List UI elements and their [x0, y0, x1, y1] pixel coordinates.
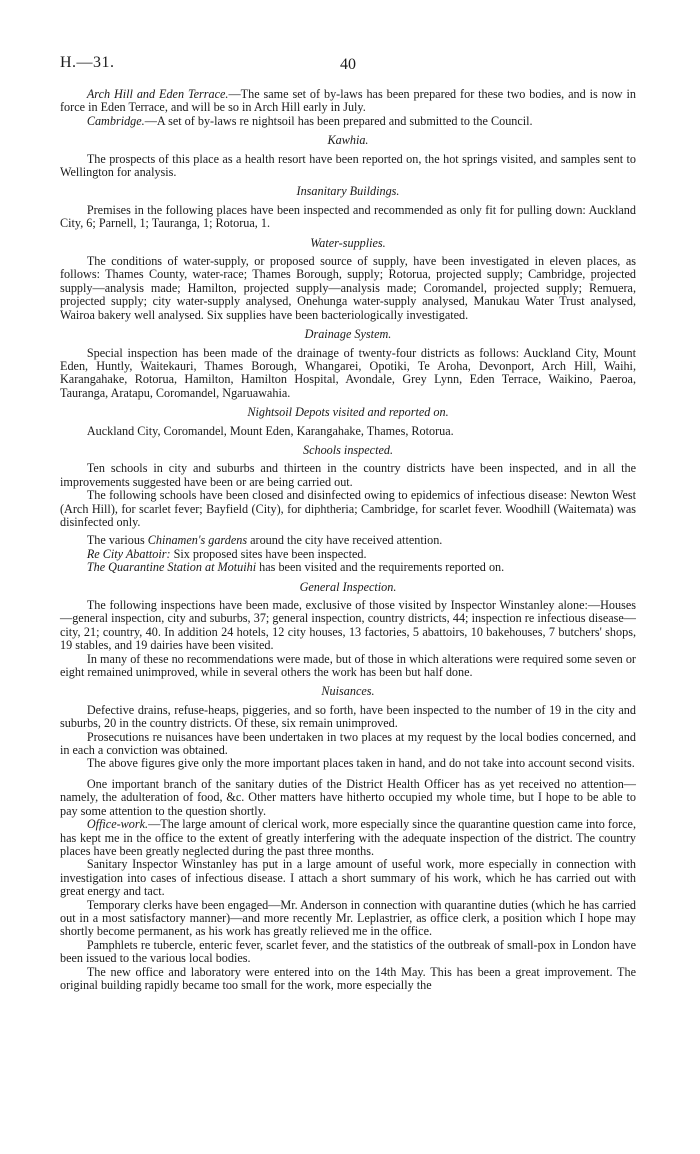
paragraph	[60, 88, 636, 115]
paragraph-lead-label: Arch Hill and Eden Terrace.	[86, 87, 229, 101]
section-heading: Nuisances.	[321, 684, 375, 699]
section-heading: Nightsoil Depots visited and reported on.	[247, 405, 449, 420]
section-heading: General Inspection.	[299, 579, 397, 594]
paragraph: The following inspections have been made, exclusive of those visited by Inspector Winstanley alone:—Houses—general inspection, city and suburbs, 37; general inspection, country districts, 44; inspection re infectious disease—city, 21; country, 40. In addition 24 hotels, 12 city houses, 13 factories, 5 abattoirs, 10 bakehouses, 7 butchers' shops, 19 stables, and 19 dairies have been visited.	[60, 598, 636, 653]
paragraph-text: —A set of by-laws re nightsoil has been prepared and submitted to the Council.	[144, 113, 533, 128]
paragraph: Ten schools in city and suburbs and thirteen in the country districts have been inspected, and in all the improvements suggested have been or are being carried out.	[60, 461, 636, 489]
paragraph-text: —The same set of by-laws has been prepared for these two bodies, and is now in force in Eden Terrace, and will be so in Arch Hill early in July.	[60, 87, 636, 115]
document-reference: H.—31.	[60, 54, 115, 71]
paragraph-lead-label: Cambridge.	[86, 113, 145, 128]
paragraph: Pamphlets re tubercle, enteric fever, scarlet fever, and the statistics of the outbreak of small-pox in London have been issued to the various local bodies.	[60, 937, 636, 966]
paragraph-lead-label: Office-work.	[86, 817, 149, 832]
paragraph-text: Six proposed sites have been inspected.	[170, 546, 367, 561]
paragraph: Temporary clerks have been engaged—Mr. Anderson in connection with quarantine duties (which he has carried out in a most satisfactory manner)—and more recently Mr. Leplastrier, as office clerk, a position which I hope may shortly become permanent, as his work has greatly relieved me in the office.	[60, 897, 636, 939]
paragraph: Auckland City, Coromandel, Mount Eden, Karangahake, Thames, Rotorua.	[86, 423, 454, 438]
section-heading: Schools inspected.	[302, 442, 394, 457]
paragraph: Sanitary Inspector Winstanley has put in a large amount of useful work, more especially in connection with investigation into cases of infectious disease. I attach a short summary of his work, which he has carried out with great energy and tact.	[60, 857, 636, 899]
paragraph: The conditions of water-supply, or proposed source of supply, have been investigated in eleven places, as follows: Thames County, water-race; Thames Borough, supply; Rotorua, projected supply; Cambridge, projected supply—analysis made; Hamilton, projected supply—analysis made; Coromandel, projected supply; Remuera, projected supply; city water-supply analysed, Onehunga water-supply analysed, Manukau Water Trust analysed, Wairoa bakery well analysed. Six supplies have been bacteriologically investigated.	[60, 254, 636, 322]
paragraph: The following schools have been closed and disinfected owing to epidemics of infectious disease: Newton West (Arch Hill), for scarlet fever; Bayfield (City), for diphtheria; Cambridge, for scarlet fever. Woodhill (Waitemata) was disinfected only.	[60, 488, 636, 529]
paragraph	[60, 115, 636, 128]
paragraph: The above figures give only the more important places taken in hand, and do not take into account second visits.	[86, 756, 635, 771]
document-body	[60, 88, 636, 992]
paragraph-lead-label: The Quarantine Station at Motuihi	[86, 560, 257, 575]
paragraph: Defective drains, refuse-heaps, piggeries, and so forth, have been inspected to the number of 19 in the city and suburbs, 20 in the country districts. Of these, six remain unimproved.	[60, 702, 636, 731]
paragraph	[60, 534, 636, 547]
section-heading: Insanitary Buildings.	[296, 184, 400, 199]
section-heading: Kawhia.	[327, 133, 369, 148]
paragraph: One important branch of the sanitary duties of the District Health Officer has as yet received no attention—namely, the adulteration of food, &c. Other matters have hitherto occupied my whole time, but I hope to be able to pay some attention to the question shortly.	[60, 776, 636, 818]
paragraph	[60, 548, 636, 561]
paragraph-lead-label: Re City Abattoir:	[86, 546, 171, 561]
paragraph-text: has been visited and the requirements reported on.	[256, 560, 505, 575]
paragraph-text: —The large amount of clerical work, more especially since the quarantine question came into force, has kept me in the office to the extent of greatly interfering with the adequate inspection of the district. The country places have been greatly neglected during the past three months.	[60, 817, 636, 858]
paragraph: In many of these no recommendations were made, but of those in which alterations were required some seven or eight remained unimproved, while in several others the work has been but half done.	[60, 651, 636, 680]
paragraph-text: The various	[86, 533, 148, 548]
paragraph: The new office and laboratory were entered into on the 14th May. This has been a great improvement. The original building rapidly became too small for the work, more especially the	[60, 964, 636, 992]
paragraph: The prospects of this place as a health resort have been reported on, the hot springs visited, and samples sent to Wellington for analysis.	[60, 151, 636, 180]
page-number: 40	[340, 56, 356, 73]
paragraph: Special inspection has been made of the drainage of twenty-four districts as follows: Auckland City, Mount Eden, Huntly, Waitekauri, Thames Borough, Whangarei, Opotiki, Te Aroha, Devonport, Arch Hill, Waihi, Karangahake, Rotorua, Hamilton, Hamilton Hospital, Avondale, Grey Lynn, Eden Terrace, Waikino, Paeroa, Tauranga, Aratapu, Coromandel, Ngaruawahia.	[60, 345, 636, 400]
paragraph: Premises in the following places have been inspected and recommended as only fit for pulling down: Auckland City, 6; Parnell, 1; Tauranga, 1; Rotorua, 1.	[60, 202, 636, 231]
section-heading: Water-supplies.	[310, 235, 386, 250]
paragraph: Prosecutions re nuisances have been undertaken in two places at my request by the local bodies concerned, and in each a conviction was obtained.	[60, 729, 636, 758]
paragraph	[60, 818, 636, 858]
paragraph-text: around the city have received attention.	[247, 533, 443, 548]
paragraph-italic-term: Chinamen's gardens	[147, 533, 248, 548]
paragraph	[60, 561, 636, 574]
section-heading: Drainage System.	[304, 327, 392, 342]
